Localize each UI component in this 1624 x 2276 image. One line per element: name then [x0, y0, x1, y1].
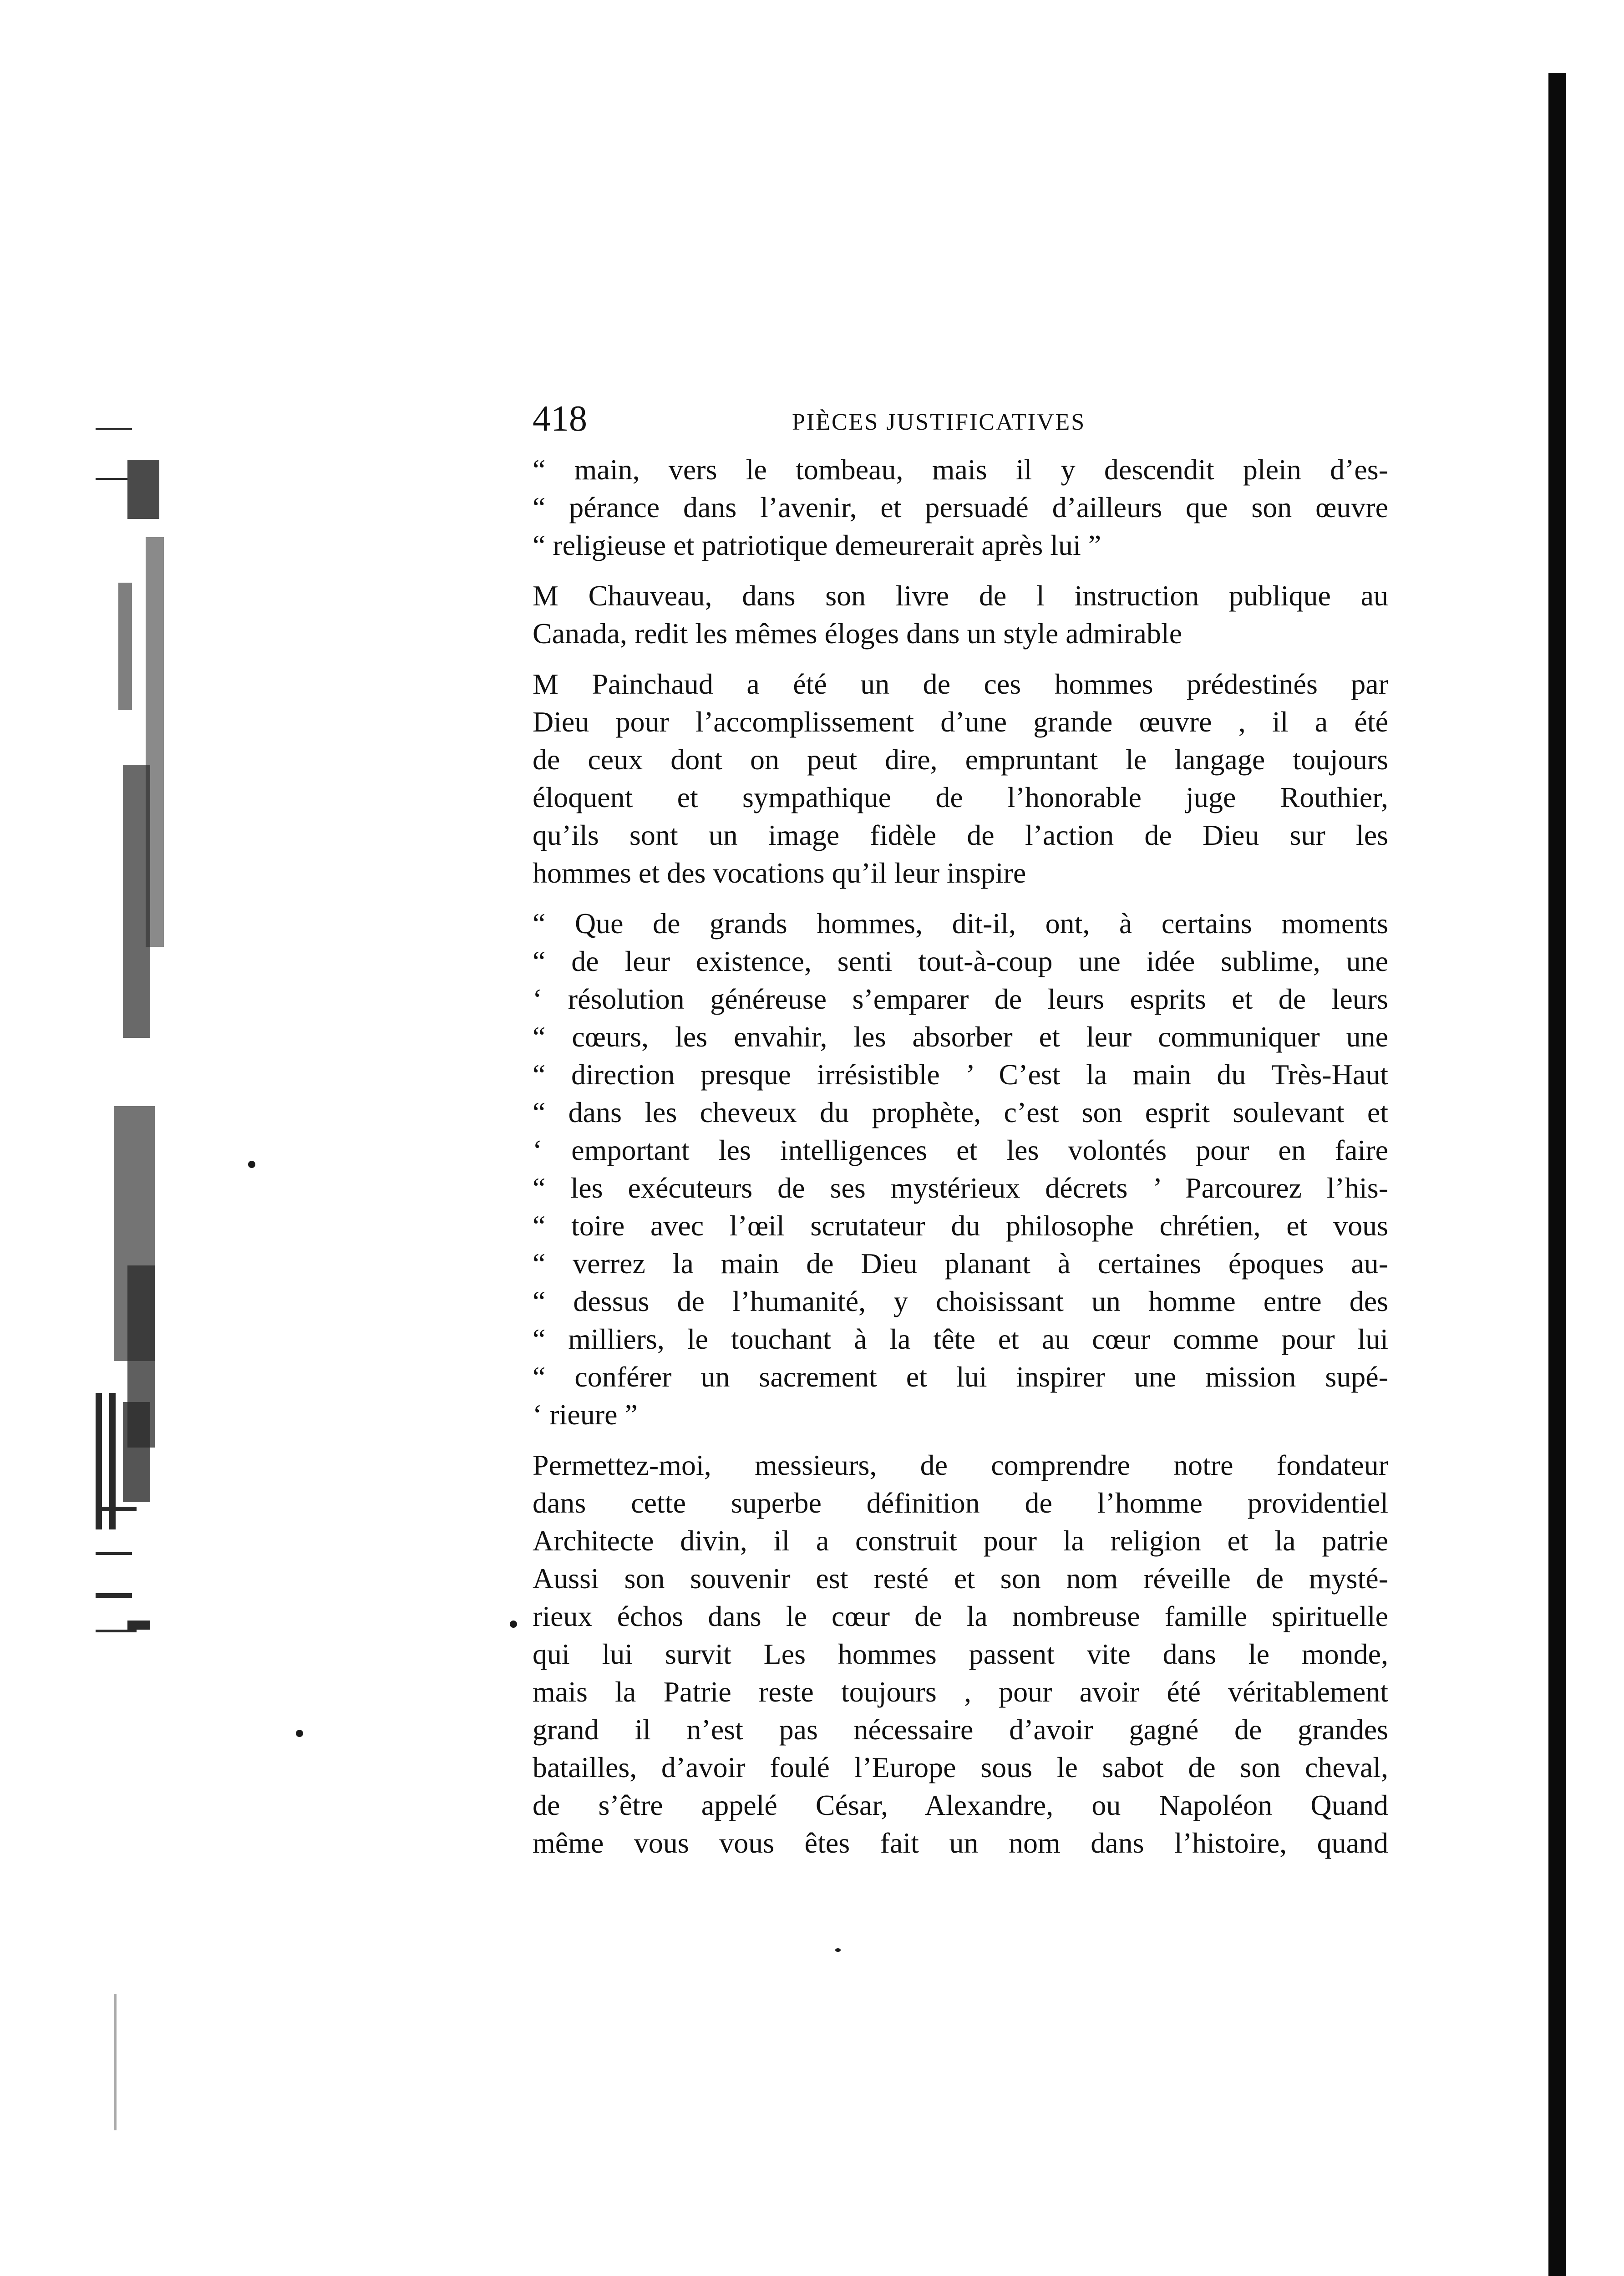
text-line: Aussi son souvenir est resté et son nom réveille de mysté-: [533, 1562, 1388, 1595]
text-line: “ pérance dans l’avenir, et persuadé d’ailleurs que son œuvre: [533, 491, 1388, 523]
text-line: de s’être appelé César, Alexandre, ou Napoléon Quand: [533, 1789, 1388, 1821]
text-line: qu’ils sont un image fidèle de l’action de Dieu sur les: [533, 819, 1388, 851]
text-line: de ceux dont on peut dire, empruntant le langage toujours: [533, 743, 1388, 776]
text-line: “ conférer un sacrement et lui inspirer une mission supé-: [533, 1361, 1388, 1393]
running-head: [533, 401, 1388, 451]
text-line: “ main, vers le tombeau, mais il y descendit plein d’es-: [533, 453, 1388, 486]
text-line: M Chauveau, dans son livre de l instruction publique au: [533, 579, 1388, 612]
text-line: “ religieuse et patriotique demeurerait après lui ”: [533, 529, 1101, 561]
page-text: [533, 401, 1388, 1862]
binding-edge-artifact: [77, 82, 168, 2221]
running-title: PIÈCES JUSTIFICATIVES: [792, 409, 1086, 435]
paragraph-painchaud: [533, 665, 1388, 892]
text-line: Permettez-moi, messieurs, de comprendre notre fondateur: [533, 1449, 1388, 1481]
text-line: rieux échos dans le cœur de la nombreuse famille spirituelle: [533, 1600, 1388, 1632]
text-line: qui lui survit Les hommes passent vite dans le monde,: [533, 1638, 1388, 1670]
text-line: même vous vous êtes fait un nom dans l’histoire, quand: [533, 1827, 1388, 1859]
text-line: “ dessus de l’humanité, y choisissant un homme entre des: [533, 1285, 1388, 1317]
text-line: dans cette superbe définition de l’homme providentiel: [533, 1487, 1388, 1519]
text-line: ‘ résolution généreuse s’emparer de leurs esprits et de leurs: [533, 983, 1388, 1015]
text-line: éloquent et sympathique de l’honorable juge Routhier,: [533, 781, 1388, 813]
speck-artifact: [510, 1621, 517, 1628]
text-line: “ Que de grands hommes, dit-il, ont, à certains moments: [533, 907, 1388, 940]
paragraph-fondateur: [533, 1446, 1388, 1862]
text-line: “ verrez la main de Dieu planant à certaines époques au-: [533, 1247, 1388, 1280]
speck-artifact: [296, 1730, 303, 1737]
text-line: ‘ emportant les intelligences et les volontés pour en faire: [533, 1134, 1388, 1166]
text-line: “ direction presque irrésistible ’ C’est la main du Très-Haut: [533, 1058, 1388, 1091]
page-number: 418: [533, 399, 587, 439]
quotation-routhier: [533, 904, 1388, 1433]
text-line: “ cœurs, les envahir, les absorber et leur communiquer une: [533, 1021, 1388, 1053]
speck-artifact: [835, 1948, 841, 1952]
text-line: grand il n’est pas nécessaire d’avoir gagné de grandes: [533, 1713, 1388, 1746]
text-line: Canada, redit les mêmes éloges dans un style admirable: [533, 617, 1182, 650]
paragraph-chauveau: [533, 577, 1388, 652]
text-line: ‘ rieure ”: [533, 1398, 638, 1431]
speck-artifact: [248, 1161, 255, 1168]
text-line: batailles, d’avoir foulé l’Europe sous le sabot de son cheval,: [533, 1751, 1388, 1783]
text-line: Architecte divin, il a construit pour la religion et la patrie: [533, 1524, 1388, 1557]
text-line: Dieu pour l’accomplissement d’une grande œuvre , il a été: [533, 706, 1388, 738]
text-line: M Painchaud a été un de ces hommes prédestinés par: [533, 668, 1388, 700]
text-line: “ milliers, le touchant à la tête et au cœur comme pour lui: [533, 1323, 1388, 1355]
text-line: “ toire avec l’œil scrutateur du philosophe chrétien, et vous: [533, 1209, 1388, 1242]
page-edge-bar: [1548, 73, 1566, 2276]
text-line: “ de leur existence, senti tout-à-coup une idée sublime, une: [533, 945, 1388, 977]
text-line: mais la Patrie reste toujours , pour avoir été véritablement: [533, 1676, 1388, 1708]
text-line: “ dans les cheveux du prophète, c’est son esprit soulevant et: [533, 1096, 1388, 1128]
paragraph-quote-end: [533, 451, 1388, 564]
text-line: “ les exécuteurs de ses mystérieux décrets ’ Parcourez l’his-: [533, 1172, 1388, 1204]
text-line: hommes et des vocations qu’il leur inspire: [533, 857, 1026, 889]
